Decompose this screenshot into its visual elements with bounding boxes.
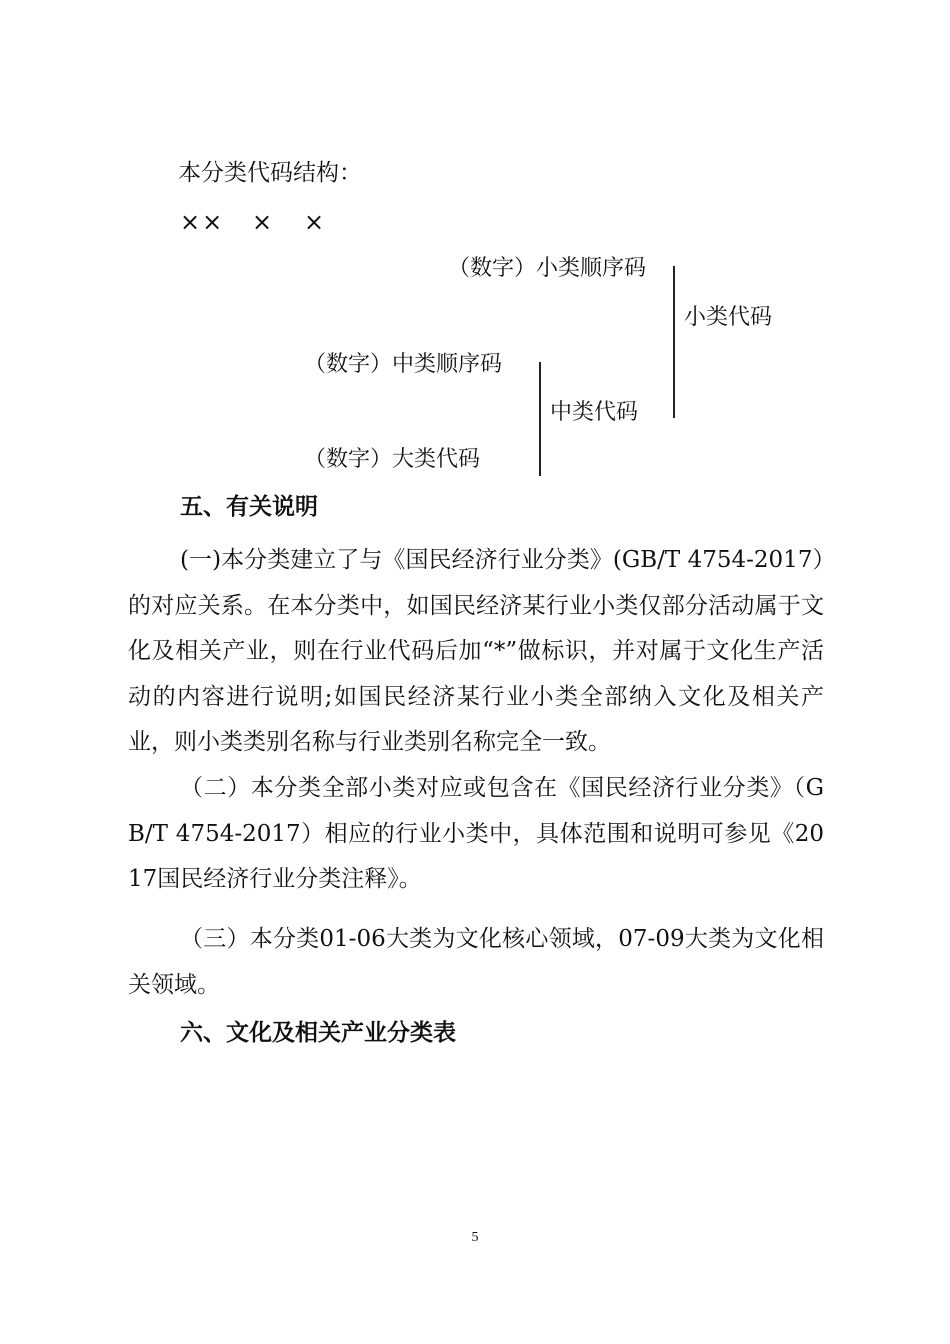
code-pattern-major: ×× [180,208,225,236]
code-pattern-minor: × [304,208,325,236]
label-middle-code: 中类代码 [550,400,639,425]
section-5-paragraph-3: （三）本分类01-06大类为文化核心领域，07-09大类为文化相关领域。 [128,926,824,998]
label-major-code: （数字）大类代码 [304,447,481,472]
section-5-paragraph-1: (一)本分类建立了与《国民经济行业分类》(GB/T 4754-2017）的对应关系。在本分类中，如国民经济某行业小类仅部分活动属于文化及相关产业，则在行业代码后加“*”做标识，并对属于文化生产活动的内容进行说明;如国民经济某行业小类全部纳入文化及相关产业，则小类类别名称与行业类别名称完全一致。 [128,547,824,755]
code-pattern-middle: × [252,208,273,236]
label-minor-seq: （数字）小类顺序码 [448,256,647,281]
minor-code-bracket-line [673,266,675,418]
label-middle-seq: （数字）中类顺序码 [304,352,503,377]
middle-code-bracket-line [539,362,541,476]
section-6-heading: 六、文化及相关产业分类表 [180,1020,456,1046]
code-structure-intro: 本分类代码结构： [178,160,362,186]
section-5-heading: 五、有关说明 [180,494,318,520]
section-5-paragraph-2: （二）本分类全部小类对应或包含在《国民经济行业分类》（GB/T 4754-2017）相应的行业小类中，具体范围和说明可参见《2017国民经济行业分类注释》。 [128,775,824,892]
label-minor-code: 小类代码 [684,305,773,330]
page-number: 5 [471,1230,479,1245]
